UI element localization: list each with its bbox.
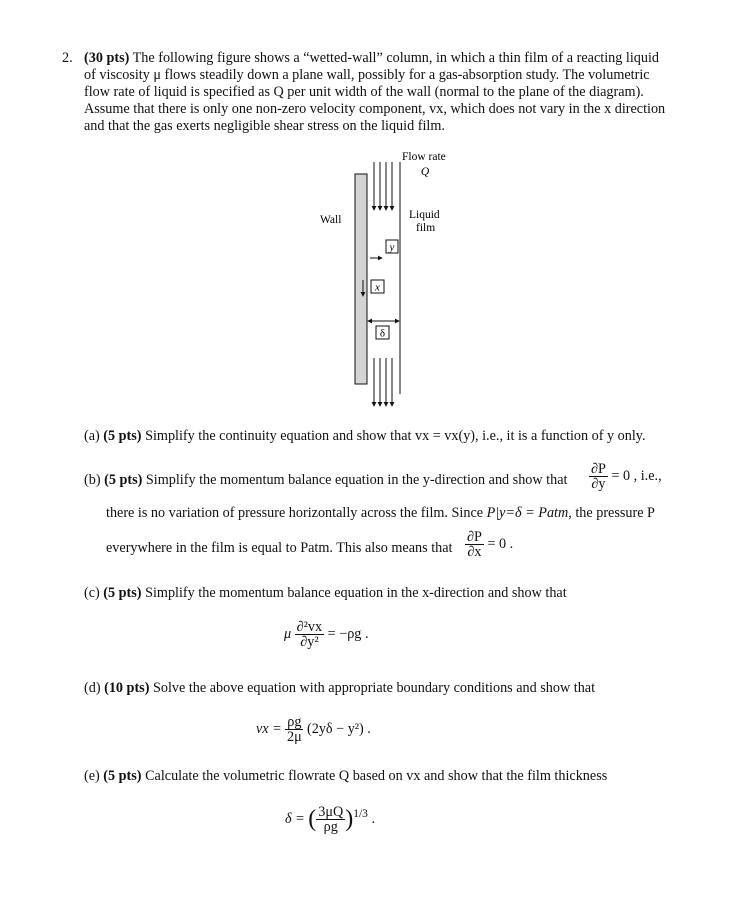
part-d-equation: vx = $\frac{\rho g}{2\mu}$ (2yδ − y²) . bbox=[256, 714, 371, 745]
film-label: film bbox=[416, 222, 436, 234]
part-b-line-1: (b) (5 pts) Simplify the momentum balance equation in the y-direction and show that bbox=[84, 472, 568, 488]
pressure-boundary-eq: P|y=δ = Patm bbox=[486, 505, 569, 521]
intro-line-4: Assume that there is only one non-zero velocity component, vx, which does not vary in the x direction bbox=[84, 101, 666, 117]
part-a: (a) (5 pts) Simplify the continuity equation and show that vx = vx(y), i.e., it is a function of y only. bbox=[84, 428, 646, 444]
wall-plate bbox=[355, 174, 367, 384]
part-b-eq-2: $\frac{\partial P}{\partial x}$ = 0 . bbox=[467, 529, 514, 560]
part-c: (c) (5 pts) Simplify the momentum balance equation in the x-direction and show that bbox=[84, 585, 567, 601]
intro-line-3: flow rate of liquid is specified as Q per unit width of the wall (normal to the plane of the diagram). bbox=[84, 84, 644, 100]
part-b-eq-1: $\frac{\partial P}{\partial y}$ = 0 , i.e., bbox=[591, 461, 662, 492]
liquid-label: Liquid bbox=[409, 209, 440, 221]
intro-line-1: (30 pts) The following figure shows a “wetted-wall” column, in which a thin film of a reacting liquid bbox=[84, 50, 659, 66]
problem-intro bbox=[84, 50, 665, 135]
delta-label: δ bbox=[379, 327, 386, 340]
wall-label: Wall bbox=[320, 214, 342, 226]
part-e-equation: δ = ( $\frac{3\mu Q}{\rho g}$ )$^{1/3}$ . bbox=[285, 804, 376, 835]
y-axis-label: y bbox=[389, 241, 395, 254]
problem-number: 2. bbox=[62, 50, 73, 66]
intro-line-5: and that the gas exerts negligible shear stress on the liquid film. bbox=[84, 118, 445, 134]
problem-points: (30 pts) bbox=[84, 50, 130, 66]
intro-line-2: of viscosity μ flows steadily down a plane wall, possibly for a gas-absorption study. The volumetric bbox=[84, 67, 650, 83]
part-e: (e) (5 pts) Calculate the volumetric flowrate Q based on vx and show that the film thickness bbox=[84, 768, 608, 784]
part-b-line-3: everywhere in the film is equal to Patm. This also means that bbox=[106, 540, 453, 556]
x-axis-label: x bbox=[375, 281, 380, 294]
part-d: (d) (10 pts) Solve the above equation with appropriate boundary conditions and show that bbox=[84, 680, 596, 696]
part-b-line-2: there is no variation of pressure horizontally across the film. Since P|y=δ = Patm, the pressure P bbox=[106, 505, 655, 521]
outlet-flow-arrows bbox=[374, 358, 392, 406]
part-c-equation: μ $\frac{\text{∂²vx}}{\text{∂y²}}$ = −ρg . bbox=[284, 619, 369, 650]
flow-rate-symbol: Q bbox=[420, 166, 430, 178]
flow-rate-label: Flow rate bbox=[402, 151, 446, 163]
wetted-wall-figure bbox=[300, 148, 480, 413]
inlet-flow-arrows bbox=[374, 162, 392, 210]
